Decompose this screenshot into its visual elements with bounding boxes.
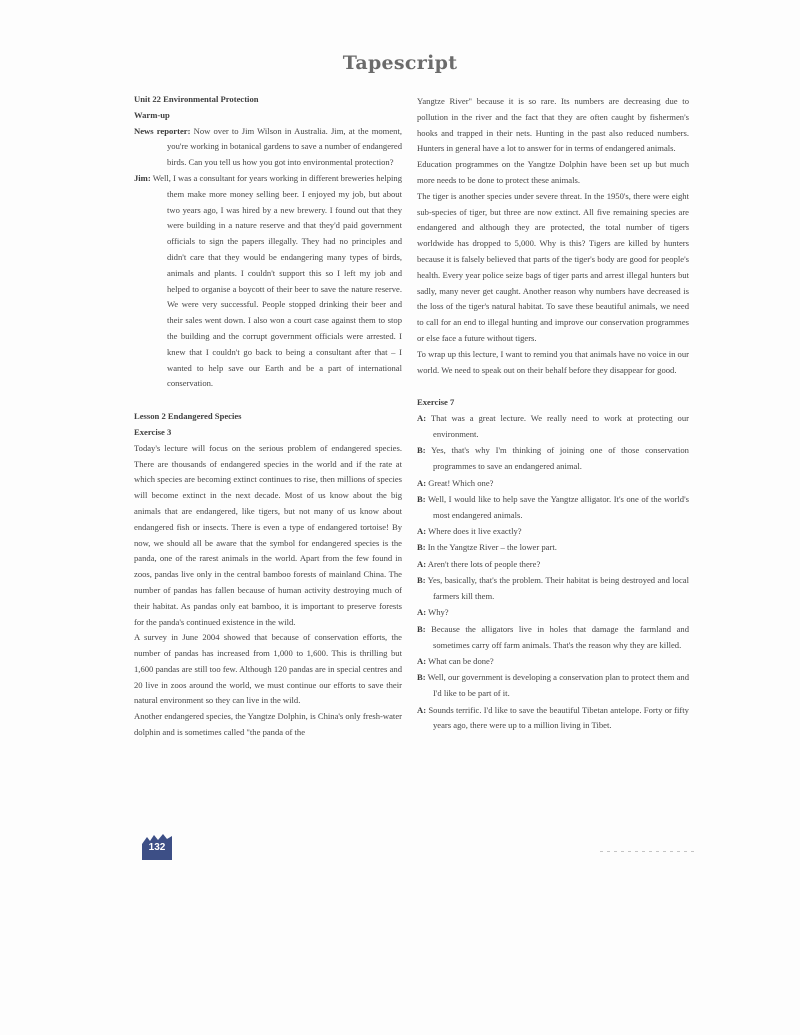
speaker-label: B: xyxy=(417,623,426,634)
lecture-paragraph: Education programmes on the Yangtze Dolphin have been set up but much more needs to be done to protect these animals. xyxy=(417,159,689,185)
speaker-label: B: xyxy=(417,672,426,683)
speaker-label: B: xyxy=(417,575,426,586)
speaker-label: B: xyxy=(417,542,426,553)
dialogue-text: Sounds terrific. I'd like to save the beautiful Tibetan antelope. Forty or fifty years ago, there were up to a million living in Tibet. xyxy=(428,704,689,731)
right-column xyxy=(417,94,689,735)
dialogue-line xyxy=(417,703,689,735)
dialogue-line xyxy=(417,443,689,475)
speaker-label: A: xyxy=(417,413,427,424)
speaker-label: B: xyxy=(417,493,426,504)
page-number-badge xyxy=(142,832,172,860)
dialogue-text: Yes, basically, that's the problem. Their habitat is being destroyed and local farmers kill them. xyxy=(427,575,689,602)
dialogue-text: Yes, that's why I'm thinking of joining one of those conservation programmes to save an endangered animal. xyxy=(431,445,689,472)
dialogue-line xyxy=(417,605,689,621)
jim-text: Well, I was a consultant for years working in different breweries helping them make more money selling beer. I enjoyed my job, but about two years ago, I was hired by a new brewery. I found out that they were building in a nature reserve and that they'd paid government officials to sign the papers illegally. They had no principles and didn't care that they would be endangering many types of birds, animals and plants. I couldn't support this so I left my job and helped to organise a boycott of their beer to save the nature reserve. We were very successful. People stopped drinking their beer and their sales went down. I also won a court case against them to stop the building and the corrupt government officials were arrested. I knew that I couldn't go back to being a consultant after that – I wanted to help save our Earth and be a part of international conservation. xyxy=(152,172,402,389)
lecture-paragraph: A survey in June 2004 showed that because of conservation efforts, the number of pandas has increased from 1,000 to 1,600. This is thrilling but 1,600 pandas are still too few. Although 120 pandas are in special centres and 20 live in zoos around the world, we must continue our efforts to save their natural environment so they can live in the wild. xyxy=(134,632,402,706)
scan-artifact xyxy=(600,850,696,853)
unit-heading: Unit 22 Environmental Protection xyxy=(134,94,259,104)
exercise7-heading: Exercise 7 xyxy=(417,397,455,408)
speaker-label: A: xyxy=(417,477,427,488)
speaker-label: A: xyxy=(417,558,427,569)
speaker-label: A: xyxy=(417,656,427,667)
dialogue-text: Where does it live exactly? xyxy=(428,526,522,537)
lecture-paragraph: Yangtze River" because it is so rare. Its numbers are decreasing due to pollution in the river and the fact that they are often caught by fishermen's hooks and trapped in their nets. Hunting in the past also reduced numbers. Hunters in general have a lot to answer for in terms of endangered animals. xyxy=(417,96,689,154)
warmup-heading: Warm-up xyxy=(134,109,170,120)
dialogue-text: What can be done? xyxy=(428,656,494,667)
dialogue-text: That was a great lecture. We really need to work at protecting our environment. xyxy=(430,413,689,439)
dialogue-line xyxy=(417,622,689,654)
speaker-label: News reporter: xyxy=(134,125,191,136)
lesson-heading: Lesson 2 Endangered Species xyxy=(134,411,242,422)
dialogue-text: Aren't there lots of people there? xyxy=(427,558,541,569)
reporter-text: Now over to Jim Wilson in Australia. Jim, at the moment, you're working in botanical gardens to save a number of endangered birds. Can you tell us how you got into environmental protection? xyxy=(167,125,403,168)
exercise3-heading: Exercise 3 xyxy=(134,426,172,437)
speaker-label: Jim: xyxy=(134,172,151,183)
dialogue-line xyxy=(417,654,689,670)
dialogue-line xyxy=(417,524,689,540)
jim-line xyxy=(134,171,402,392)
dialogue xyxy=(417,411,689,734)
dialogue-line xyxy=(417,476,689,492)
lecture-paragraph: Today's lecture will focus on the serious problem of endangered species. There are thousands of endangered species in the world and if the rate at which species are becoming extinct continues to rise, then millions of species will become extinct in the next decade. Most of us know about the big animals that are endangered, like tigers, but not many of us know about endangered fish or insects. There is even a type of endangered tortoise! By now, we should all be aware that the symbol for endangered species is the panda, one of the rarest animals in the world. Apart from the few found in zoos, pandas live only in the central bamboo forests of mainland China. The number of pandas has fallen because of human activity destroying much of their habitat. As pandas only eat bamboo, it is important to preserve forests for the panda's continued existence in the wild. xyxy=(134,442,402,627)
speaker-label: A: xyxy=(417,704,427,715)
dialogue-line xyxy=(417,540,689,556)
left-column xyxy=(134,92,402,741)
dialogue-line xyxy=(417,492,689,524)
dialogue-line xyxy=(417,411,689,443)
page-number: 132 xyxy=(148,842,166,853)
lecture-paragraph: Another endangered species, the Yangtze Dolphin, is China's only fresh-water dolphin and is sometimes called "the panda of the xyxy=(134,711,402,738)
speaker-label: A: xyxy=(417,607,427,618)
reporter-line xyxy=(134,124,402,171)
speaker-label: B: xyxy=(417,445,426,456)
dialogue-text: Great! Which one? xyxy=(428,477,494,488)
dialogue-line xyxy=(417,670,689,702)
dialogue-text: Because the alligators live in holes that damage the farmland and sometimes carry off farm animals. That's the reason why they are killed. xyxy=(431,623,689,650)
speaker-label: A: xyxy=(417,526,427,537)
page-title: Tapescript xyxy=(342,52,458,74)
lecture-paragraph: To wrap up this lecture, I want to remind you that animals have no voice in our world. We need to speak out on their behalf before they disappear for good. xyxy=(417,348,689,375)
dialogue-text: Well, I would like to help save the Yangtze alligator. It's one of the world's most endangered animals. xyxy=(427,493,689,520)
dialogue-line xyxy=(417,557,689,573)
lecture-paragraph: The tiger is another species under severe threat. In the 1950's, there were eight sub-species of tiger, but three are now extinct. All five remaining species are endangered and although they are protected, the total number of tigers worldwide has dropped to 5,000. Why is this? Tigers are killed by hunters because it is falsely believed that parts of the tiger's body are good for people's health. Every year police seize bags of tiger parts and arrest illegal hunters but sadly, many never get caught. Another reason why numbers have decreased is the loss of the tiger's natural habitat. To save these beautiful animals, we need to call for an end to illegal hunting and improve our conservation programmes or else face a future without tigers. xyxy=(417,190,689,343)
dialogue-line xyxy=(417,573,689,605)
dialogue-text: Well, our government is developing a conservation plan to protect them and I'd like to be part of it. xyxy=(427,672,689,699)
dialogue-text: In the Yangtze River – the lower part. xyxy=(427,542,557,553)
dialogue-text: Why? xyxy=(428,607,449,618)
